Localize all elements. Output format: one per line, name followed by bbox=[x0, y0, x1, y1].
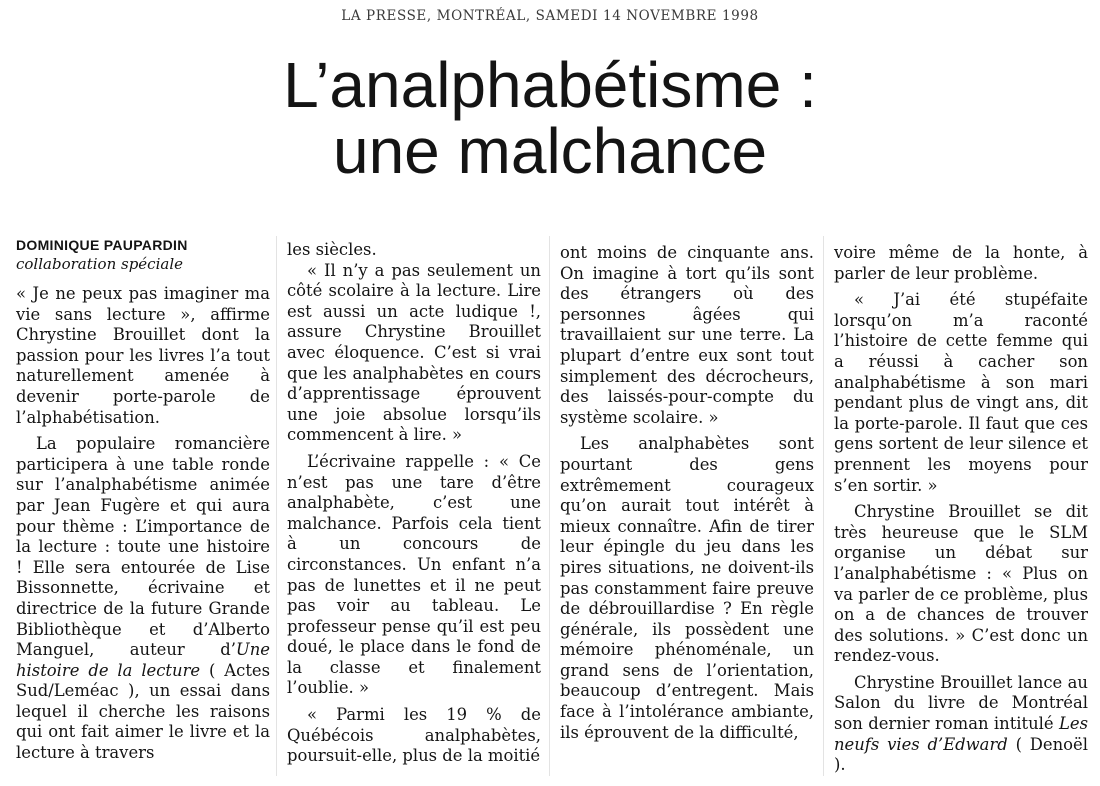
article-column-3 bbox=[560, 243, 814, 743]
paragraph: « Parmi les 19 % de Québécois analphabètes, poursuit-elle, plus de la moitié bbox=[287, 705, 541, 766]
paragraph: voire même de la honte, à parler de leur problème. bbox=[834, 243, 1088, 283]
column-divider bbox=[276, 236, 277, 776]
article-column-2 bbox=[287, 240, 541, 767]
paragraph-text: ( Actes Sud/Leméac ), un essai dans lequel il cherche les raisons qui ont fait aimer le livre et la lecture à travers bbox=[16, 660, 271, 763]
paragraph bbox=[16, 434, 270, 764]
paragraph bbox=[834, 673, 1088, 776]
headline bbox=[0, 49, 1100, 187]
book-title: Une histoire de la lecture bbox=[16, 640, 270, 680]
paragraph: « J’ai été stupéfaite lorsqu’on m’a raconté l’histoire de cette femme qui a réussi à cacher son analphabétisme à son mari pendant plus de vingt ans, dit la porte-parole. Il faut que ces gens sortent de leur silence et prennent les moyens pour s’en sortir. » bbox=[834, 290, 1088, 495]
headline-line-1: L’analphabétisme : bbox=[283, 49, 817, 121]
article-column-4 bbox=[834, 243, 1088, 776]
paragraph: « Il n’y a pas seulement un côté scolaire à la lecture. Lire est aussi un acte ludique !, assure Chrystine Brouillet avec éloquence. C’est si vrai que les analphabètes en cours d’apprentissage éprouvent une joie absolue lorsqu’ils commencent à lire. » bbox=[287, 260, 541, 445]
paragraph-text: Chrystine Brouillet lance au Salon du livre de Montréal son dernier roman intitulé bbox=[834, 672, 1088, 734]
paragraph: « Je ne peux pas imaginer ma vie sans lecture », affirme Chrystine Brouillet dont la passion pour les livres l’a tout naturellement amenée à devenir porte-parole de l’alphabétisation. bbox=[16, 284, 270, 427]
paragraph: L’écrivaine rappelle : « Ce n’est pas une tare d’être analphabète, c’est une malchance. Parfois cela tient à un concours de circonstances. Un enfant n’a pas de lunettes et il ne peut pas voir au tableau. Le professeur pense qu’il est peu doué, le place dans le fond de la classe et finalement l’oublie. » bbox=[287, 451, 541, 698]
headline-line-2: une malchance bbox=[332, 115, 768, 187]
author-name: DOMINIQUE PAUPARDIN bbox=[16, 237, 188, 253]
dateline: LA PRESSE, MONTRÉAL, SAMEDI 14 NOVEMBRE 1998 bbox=[341, 8, 759, 24]
paragraph: Les analphabètes sont pourtant des gens extrêmement courageux qu’on aurait tout intérêt à mieux connaître. Afin de tirer leur épingle du jeu dans les pires situations, ne doivent-ils pas constamment faire preuve de débrouillardise ? En règle générale, ils possèdent une mémoire phénoménale, un grand sens de l’orientation, beaucoup d’entregent. Mais face à l’intolérance ambiante, ils éprouvent de la difficulté, bbox=[560, 434, 814, 742]
paragraph-text: ( Denoël ). bbox=[834, 734, 1088, 775]
book-title: Les neufs vies d’Edward bbox=[834, 714, 1088, 754]
paragraph: les siècles. bbox=[287, 240, 377, 259]
column-divider bbox=[823, 236, 824, 776]
column-divider bbox=[549, 236, 550, 776]
paragraph-text: La populaire romancière participera à une table ronde sur l’analphabétisme animée par Jean Fugère et qui aura pour thème : L’importance de la lecture : toute une histoire ! Elle sera entourée de Lise Bissonnette, écrivaine et directrice de la future Grande Bibliothèque et d’Alberto Manguel, auteur d’ bbox=[16, 434, 270, 660]
paragraph: Chrystine Brouillet se dit très heureuse que le SLM organise un débat sur l’analphabétisme : « Plus on va parler de ce problème, plus on a de chances de trouver des solutions. » C’est donc un rendez-vous. bbox=[834, 502, 1088, 666]
paragraph: ont moins de cinquante ans. On imagine à tort qu’ils sont des étrangers où des personnes âgées qui travaillaient sur une terre. La plupart d’entre eux sont tout simplement des décrocheurs, des laissés-pour-compte du système scolaire. » bbox=[560, 243, 814, 427]
author-role: collaboration spéciale bbox=[16, 255, 183, 273]
article-column-1 bbox=[16, 236, 270, 764]
